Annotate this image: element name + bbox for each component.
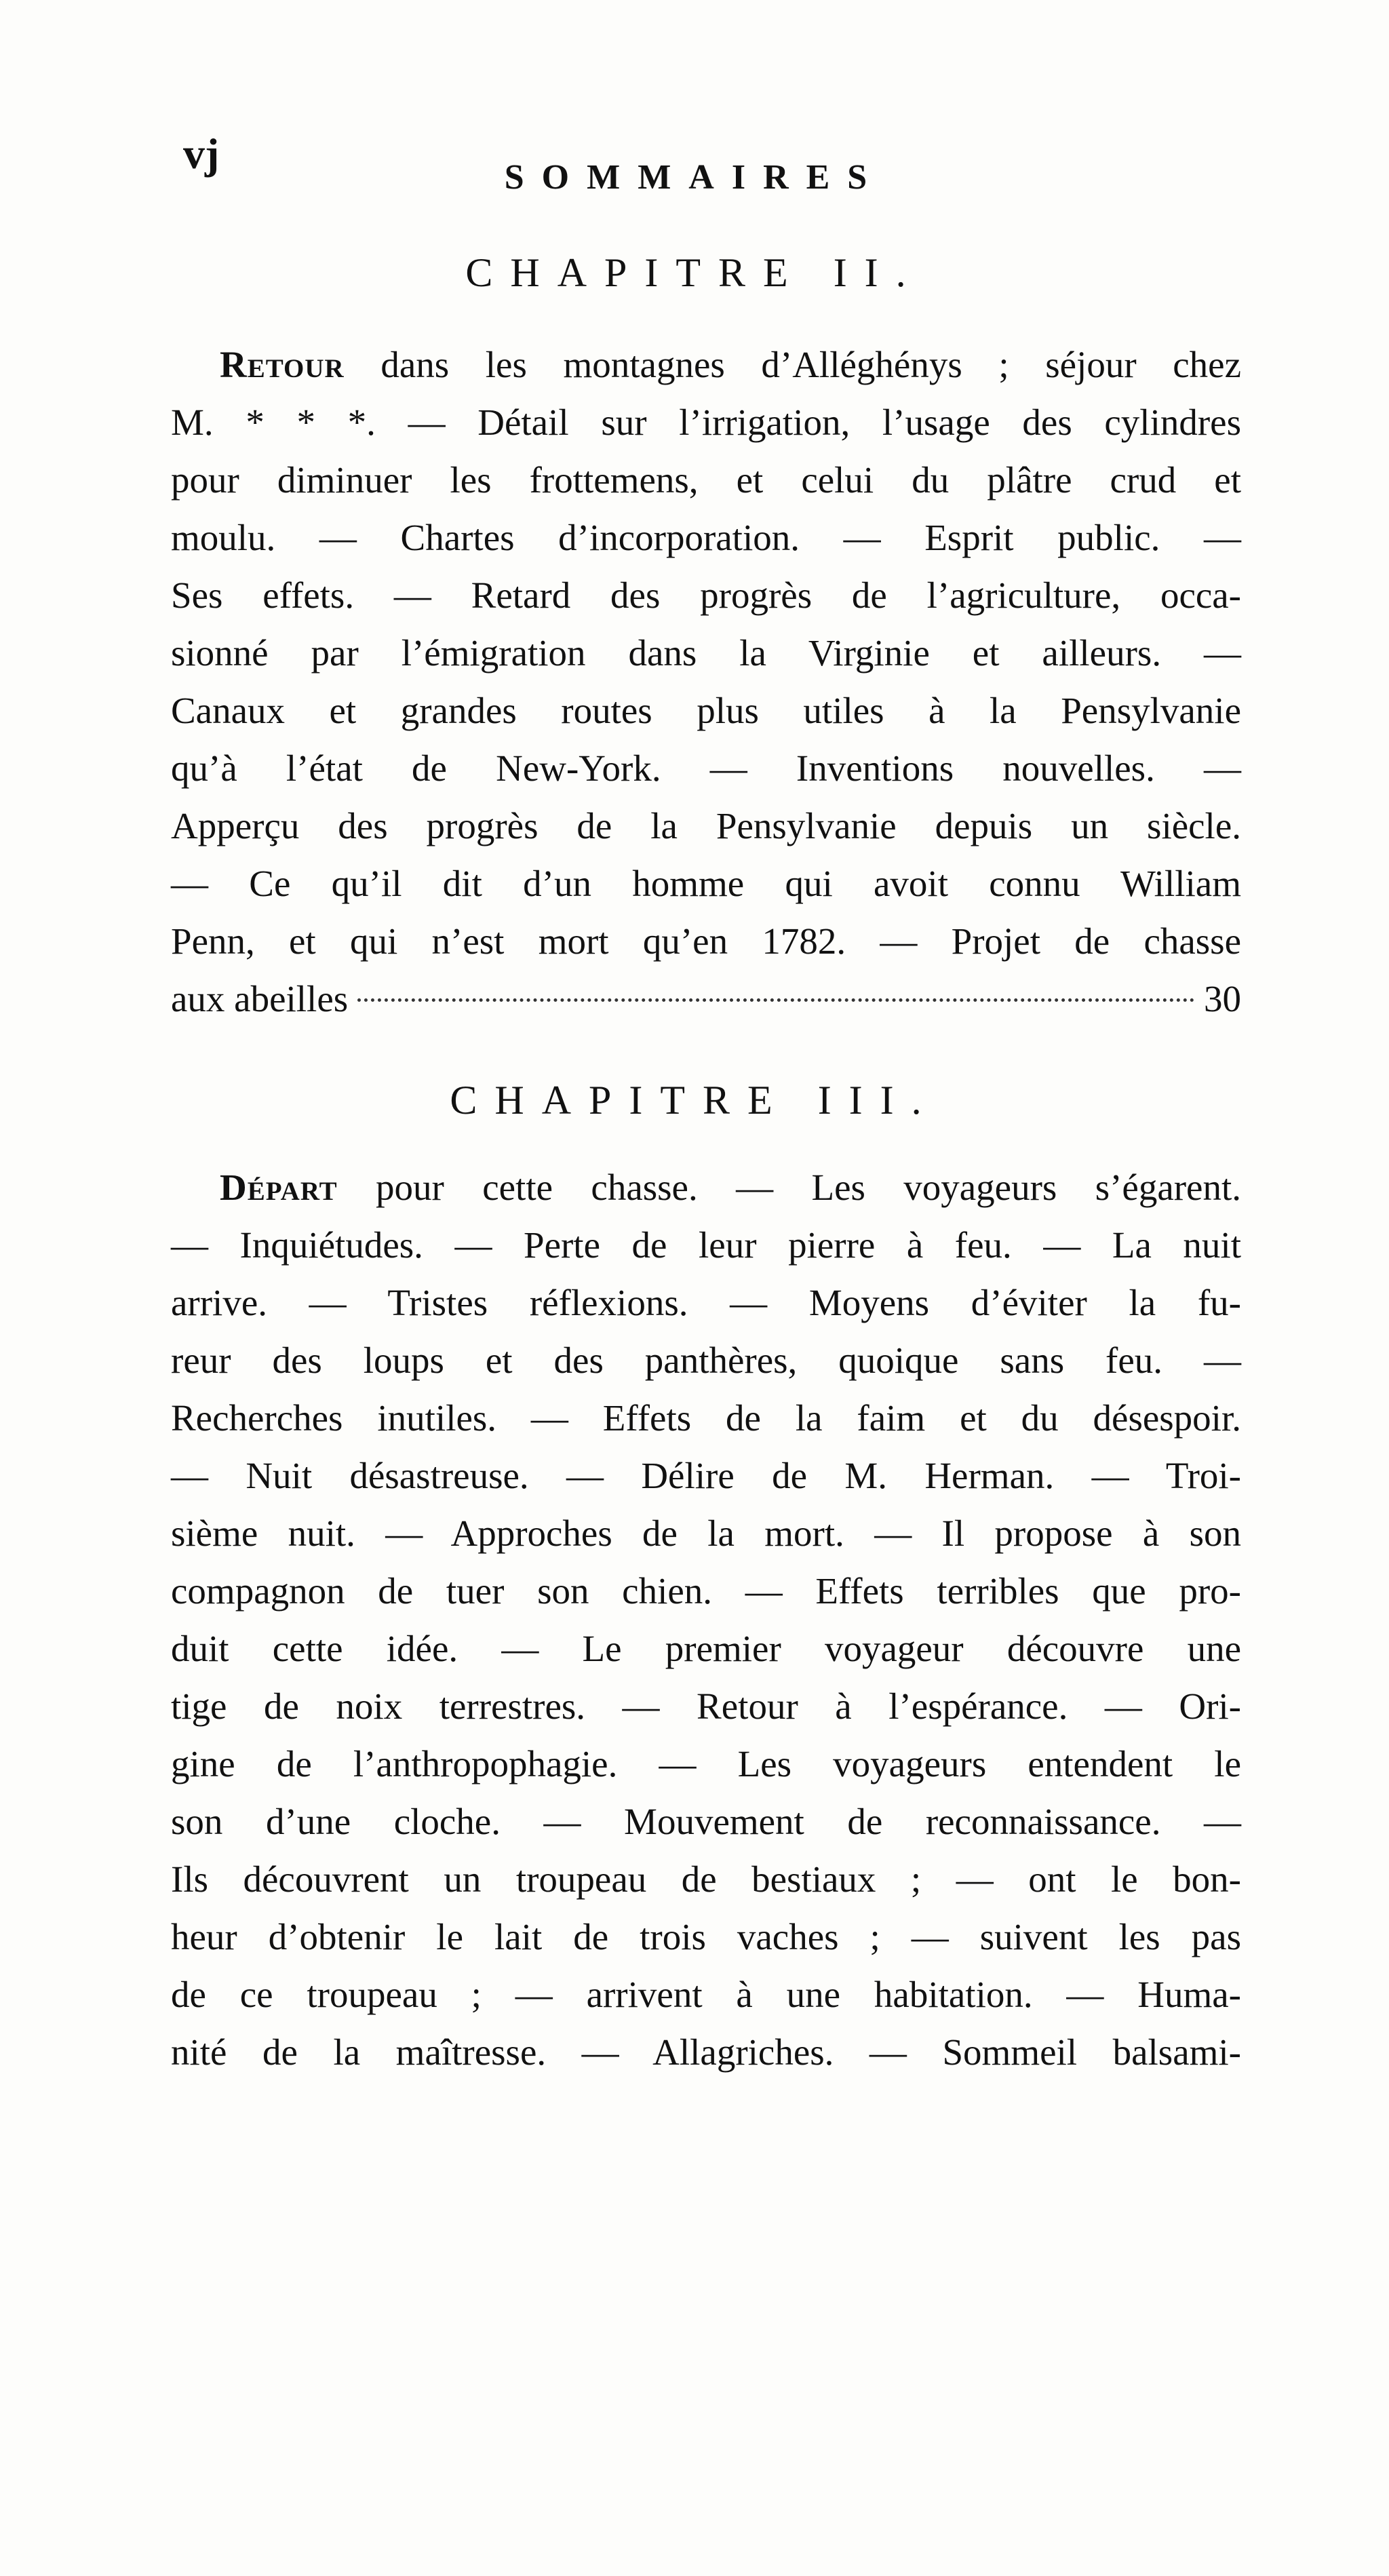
summary-line: pour diminuer les frottemens, et celui du plâtre crud et: [171, 459, 1241, 501]
summary-line: Ses effets. — Retard des progrès de l’agriculture, occa-: [171, 574, 1241, 616]
summary-line: duit cette idée. — Le premier voyageur découvre une: [171, 1628, 1241, 1669]
summary-line: gine de l’anthropophagie. — Les voyageurs entendent le: [171, 1743, 1241, 1784]
summary-line-text: pour cette chasse. — Les voyageurs s’égarent.: [376, 1167, 1241, 1208]
summary-line: qu’à l’état de New-York. — Inventions nouvelles. —: [171, 747, 1241, 789]
summary-line: de ce troupeau ; — arrivent à une habitation. — Huma-: [171, 1974, 1241, 2015]
page-folio: vj: [183, 130, 220, 178]
summary-line: nité de la maîtresse. — Allagriches. — Sommeil balsami-: [171, 2031, 1241, 2073]
summary-line: compagnon de tuer son chien. — Effets terribles que pro-: [171, 1570, 1241, 1612]
chapter-3-heading: CHAPITRE III.: [450, 1078, 939, 1123]
summary-line: son d’une cloche. — Mouvement de reconnaissance. —: [171, 1801, 1241, 1842]
toc-page-number: 30: [1204, 978, 1241, 1019]
chapter-3-summary: [171, 1158, 1241, 2081]
toc-entry-label: aux abeilles: [171, 978, 349, 1019]
chapter-2-heading: CHAPITRE II.: [465, 250, 924, 295]
summary-line-text: dans les montagnes d’Alléghénys ; séjour chez: [380, 344, 1242, 385]
summary-line: — Inquiétudes. — Perte de leur pierre à feu. — La nuit: [171, 1224, 1241, 1266]
summary-line: Apperçu des progrès de la Pensylvanie depuis un siècle.: [171, 805, 1241, 846]
chapter-3-lead-word: Départ: [220, 1167, 338, 1208]
chapter-2-summary: [171, 336, 1241, 1028]
summary-line: — Ce qu’il dit d’un homme qui avoit connu William: [171, 863, 1241, 904]
running-head: SOMMAIRES: [504, 158, 885, 197]
summary-line: sième nuit. — Approches de la mort. — Il propose à son: [171, 1513, 1241, 1554]
summary-line: moulu. — Chartes d’incorporation. — Esprit public. —: [171, 517, 1241, 558]
dot-leader: [357, 998, 1194, 1002]
toc-entry-row: [171, 970, 1241, 1028]
summary-line: [171, 1158, 1241, 1216]
summary-line: reur des loups et des panthères, quoique sans feu. —: [171, 1340, 1241, 1381]
summary-line: Ils découvrent un troupeau de bestiaux ; — ont le bon-: [171, 1858, 1241, 1900]
summary-line: Penn, et qui n’est mort qu’en 1782. — Projet de chasse: [171, 920, 1241, 962]
summary-line: Recherches inutiles. — Effets de la faim et du désespoir.: [171, 1397, 1241, 1439]
summary-line: tige de noix terrestres. — Retour à l’espérance. — Ori-: [171, 1685, 1241, 1727]
summary-line: heur d’obtenir le lait de trois vaches ; — suivent les pas: [171, 1916, 1241, 1957]
summary-line: arrive. — Tristes réflexions. — Moyens d’éviter la fu-: [171, 1282, 1241, 1323]
summary-line: M. * * *. — Détail sur l’irrigation, l’usage des cylindres: [171, 402, 1241, 443]
summary-line: — Nuit désastreuse. — Délire de M. Herman. — Troi-: [171, 1455, 1241, 1496]
summary-line: sionné par l’émigration dans la Virginie et ailleurs. —: [171, 632, 1241, 674]
chapter-2-lead-word: Retour: [220, 344, 345, 385]
summary-line: Canaux et grandes routes plus utiles à la Pensylvanie: [171, 690, 1241, 731]
summary-line: [171, 336, 1241, 393]
